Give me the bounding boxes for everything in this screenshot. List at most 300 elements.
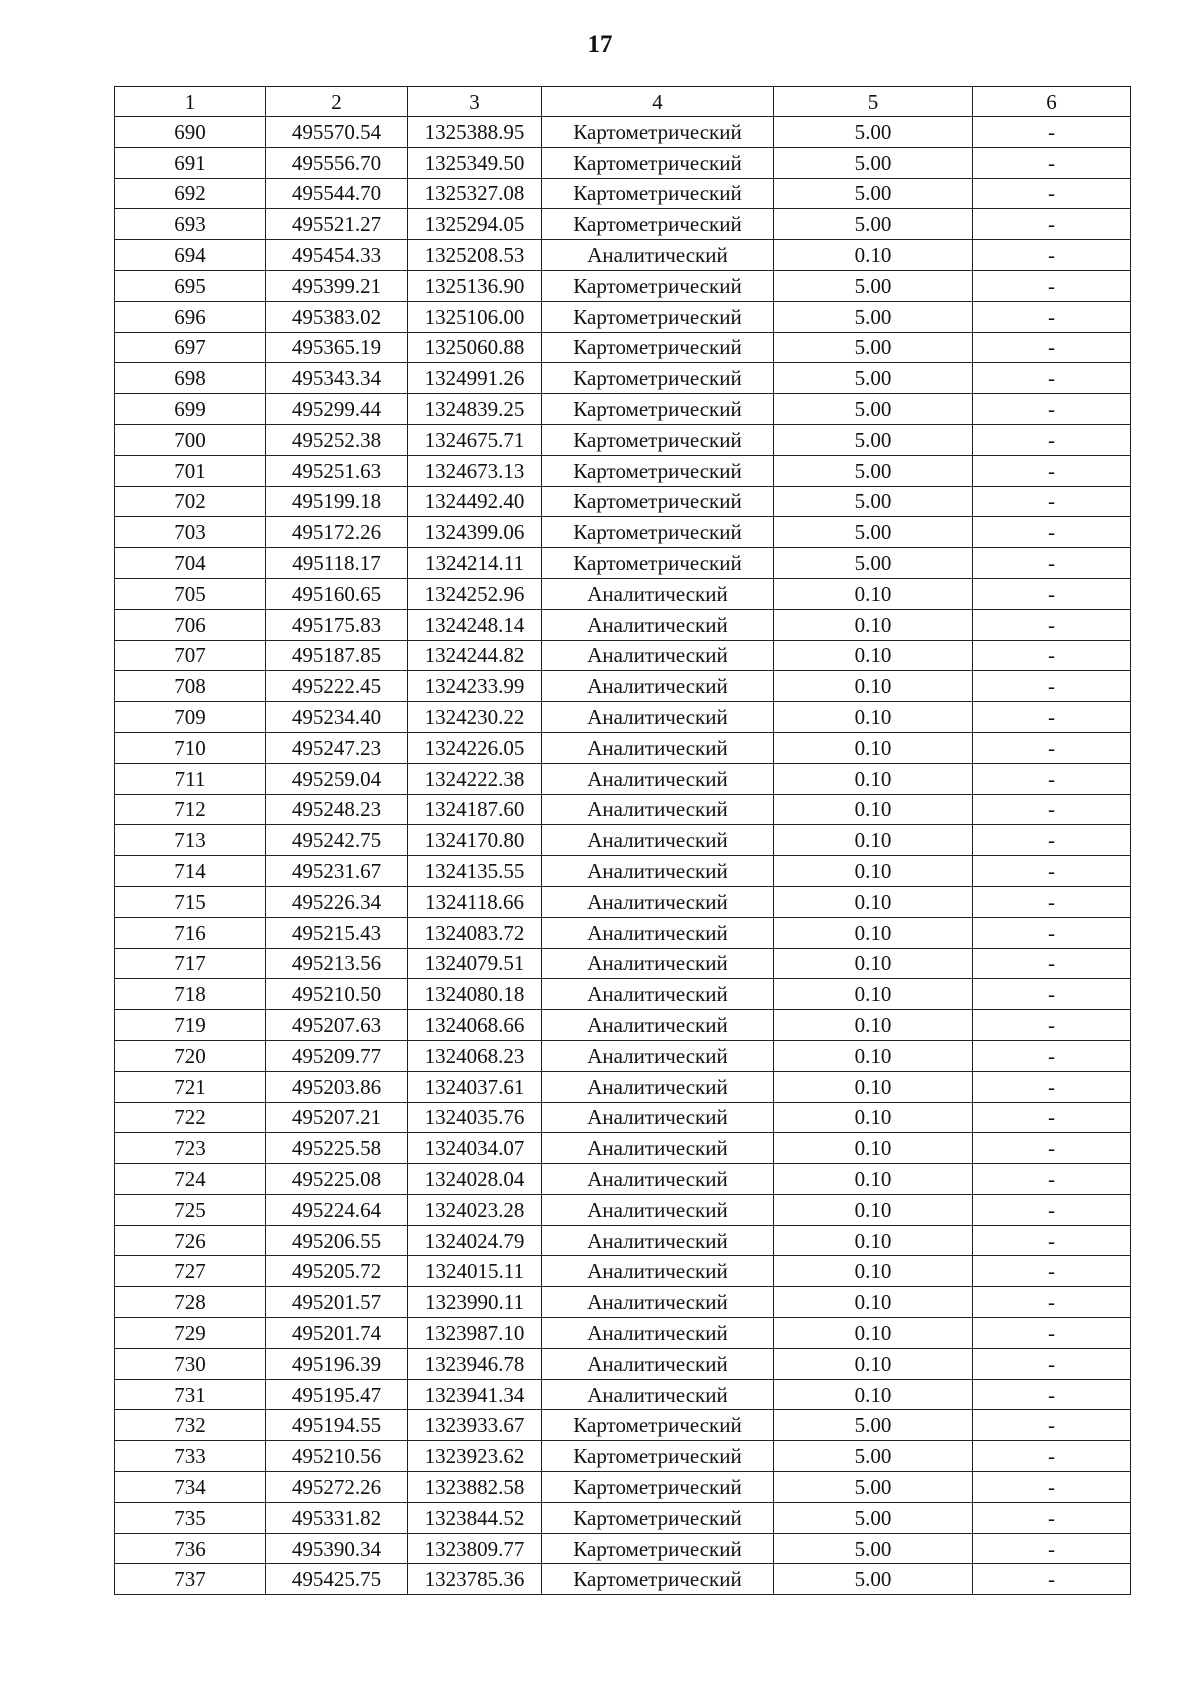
accuracy-cell: 5.00 <box>774 1533 973 1564</box>
point-number-cell: 700 <box>115 424 266 455</box>
table-row <box>115 886 1131 917</box>
method-cell: Аналитический <box>542 1040 774 1071</box>
y-coordinate-cell: 1325136.90 <box>408 270 542 301</box>
note-cell: - <box>973 1164 1131 1195</box>
note-cell: - <box>973 794 1131 825</box>
method-cell: Картометрический <box>542 1410 774 1441</box>
method-cell: Аналитический <box>542 1287 774 1318</box>
y-coordinate-cell: 1324035.76 <box>408 1102 542 1133</box>
y-coordinate-cell: 1323946.78 <box>408 1348 542 1379</box>
accuracy-cell: 5.00 <box>774 301 973 332</box>
point-number-cell: 730 <box>115 1348 266 1379</box>
point-number-cell: 712 <box>115 794 266 825</box>
table-row <box>115 948 1131 979</box>
point-number-cell: 708 <box>115 671 266 702</box>
header-row <box>115 87 1131 117</box>
y-coordinate-cell: 1324023.28 <box>408 1194 542 1225</box>
y-coordinate-cell: 1324214.11 <box>408 548 542 579</box>
note-cell: - <box>973 178 1131 209</box>
note-cell: - <box>973 640 1131 671</box>
note-cell: - <box>973 301 1131 332</box>
note-cell: - <box>973 117 1131 148</box>
note-cell: - <box>973 1040 1131 1071</box>
x-coordinate-cell: 495175.83 <box>266 609 408 640</box>
method-cell: Аналитический <box>542 609 774 640</box>
table-row <box>115 732 1131 763</box>
y-coordinate-cell: 1324118.66 <box>408 886 542 917</box>
table-row <box>115 424 1131 455</box>
y-coordinate-cell: 1323923.62 <box>408 1441 542 1472</box>
y-coordinate-cell: 1325208.53 <box>408 240 542 271</box>
y-coordinate-cell: 1323933.67 <box>408 1410 542 1441</box>
point-number-cell: 731 <box>115 1379 266 1410</box>
method-cell: Аналитический <box>542 578 774 609</box>
x-coordinate-cell: 495207.63 <box>266 1010 408 1041</box>
x-coordinate-cell: 495201.57 <box>266 1287 408 1318</box>
point-number-cell: 718 <box>115 979 266 1010</box>
x-coordinate-cell: 495172.26 <box>266 517 408 548</box>
point-number-cell: 737 <box>115 1564 266 1595</box>
method-cell: Аналитический <box>542 856 774 887</box>
note-cell: - <box>973 609 1131 640</box>
point-number-cell: 710 <box>115 732 266 763</box>
note-cell: - <box>973 147 1131 178</box>
accuracy-cell: 0.10 <box>774 1348 973 1379</box>
accuracy-cell: 0.10 <box>774 917 973 948</box>
accuracy-cell: 0.10 <box>774 1379 973 1410</box>
x-coordinate-cell: 495209.77 <box>266 1040 408 1071</box>
point-number-cell: 728 <box>115 1287 266 1318</box>
table-row <box>115 1379 1131 1410</box>
y-coordinate-cell: 1324068.23 <box>408 1040 542 1071</box>
table-row <box>115 1318 1131 1349</box>
y-coordinate-cell: 1324028.04 <box>408 1164 542 1195</box>
accuracy-cell: 5.00 <box>774 1410 973 1441</box>
method-cell: Картометрический <box>542 517 774 548</box>
x-coordinate-cell: 495521.27 <box>266 209 408 240</box>
method-cell: Аналитический <box>542 240 774 271</box>
x-coordinate-cell: 495399.21 <box>266 270 408 301</box>
note-cell: - <box>973 1348 1131 1379</box>
accuracy-cell: 5.00 <box>774 548 973 579</box>
accuracy-cell: 5.00 <box>774 394 973 425</box>
point-number-cell: 707 <box>115 640 266 671</box>
point-number-cell: 704 <box>115 548 266 579</box>
accuracy-cell: 0.10 <box>774 640 973 671</box>
x-coordinate-cell: 495425.75 <box>266 1564 408 1595</box>
accuracy-cell: 5.00 <box>774 209 973 240</box>
accuracy-cell: 0.10 <box>774 1287 973 1318</box>
point-number-cell: 719 <box>115 1010 266 1041</box>
accuracy-cell: 0.10 <box>774 1010 973 1041</box>
y-coordinate-cell: 1324037.61 <box>408 1071 542 1102</box>
y-coordinate-cell: 1324673.13 <box>408 455 542 486</box>
note-cell: - <box>973 332 1131 363</box>
table-row <box>115 1133 1131 1164</box>
table-row <box>115 1472 1131 1503</box>
point-number-cell: 709 <box>115 702 266 733</box>
accuracy-cell: 0.10 <box>774 609 973 640</box>
y-coordinate-cell: 1324135.55 <box>408 856 542 887</box>
accuracy-cell: 0.10 <box>774 1133 973 1164</box>
method-cell: Аналитический <box>542 948 774 979</box>
y-coordinate-cell: 1324068.66 <box>408 1010 542 1041</box>
point-number-cell: 722 <box>115 1102 266 1133</box>
point-number-cell: 703 <box>115 517 266 548</box>
y-coordinate-cell: 1325106.00 <box>408 301 542 332</box>
y-coordinate-cell: 1324991.26 <box>408 363 542 394</box>
table-row <box>115 1502 1131 1533</box>
header-cell-1: 1 <box>115 87 266 117</box>
table-row <box>115 301 1131 332</box>
accuracy-cell: 5.00 <box>774 455 973 486</box>
accuracy-cell: 5.00 <box>774 178 973 209</box>
table-row <box>115 856 1131 887</box>
y-coordinate-cell: 1323941.34 <box>408 1379 542 1410</box>
method-cell: Аналитический <box>542 1379 774 1410</box>
y-coordinate-cell: 1324399.06 <box>408 517 542 548</box>
point-number-cell: 696 <box>115 301 266 332</box>
point-number-cell: 697 <box>115 332 266 363</box>
point-number-cell: 690 <box>115 117 266 148</box>
y-coordinate-cell: 1323844.52 <box>408 1502 542 1533</box>
point-number-cell: 716 <box>115 917 266 948</box>
table-row <box>115 517 1131 548</box>
x-coordinate-cell: 495242.75 <box>266 825 408 856</box>
table-row <box>115 794 1131 825</box>
accuracy-cell: 0.10 <box>774 1040 973 1071</box>
header-cell-2: 2 <box>266 87 408 117</box>
x-coordinate-cell: 495259.04 <box>266 763 408 794</box>
point-number-cell: 711 <box>115 763 266 794</box>
method-cell: Картометрический <box>542 363 774 394</box>
note-cell: - <box>973 578 1131 609</box>
accuracy-cell: 0.10 <box>774 979 973 1010</box>
method-cell: Аналитический <box>542 1133 774 1164</box>
accuracy-cell: 0.10 <box>774 1225 973 1256</box>
table-row <box>115 702 1131 733</box>
y-coordinate-cell: 1323882.58 <box>408 1472 542 1503</box>
x-coordinate-cell: 495213.56 <box>266 948 408 979</box>
point-number-cell: 706 <box>115 609 266 640</box>
method-cell: Картометрический <box>542 455 774 486</box>
table-row <box>115 917 1131 948</box>
x-coordinate-cell: 495365.19 <box>266 332 408 363</box>
y-coordinate-cell: 1323987.10 <box>408 1318 542 1349</box>
x-coordinate-cell: 495251.63 <box>266 455 408 486</box>
method-cell: Аналитический <box>542 979 774 1010</box>
y-coordinate-cell: 1324492.40 <box>408 486 542 517</box>
y-coordinate-cell: 1324244.82 <box>408 640 542 671</box>
table-row <box>115 455 1131 486</box>
y-coordinate-cell: 1325060.88 <box>408 332 542 363</box>
note-cell: - <box>973 1502 1131 1533</box>
y-coordinate-cell: 1323990.11 <box>408 1287 542 1318</box>
method-cell: Аналитический <box>542 1348 774 1379</box>
table-row <box>115 640 1131 671</box>
point-number-cell: 734 <box>115 1472 266 1503</box>
point-number-cell: 692 <box>115 178 266 209</box>
table-row <box>115 1071 1131 1102</box>
x-coordinate-cell: 495210.50 <box>266 979 408 1010</box>
point-number-cell: 733 <box>115 1441 266 1472</box>
table-body <box>115 117 1131 1595</box>
y-coordinate-cell: 1324248.14 <box>408 609 542 640</box>
y-coordinate-cell: 1324187.60 <box>408 794 542 825</box>
x-coordinate-cell: 495331.82 <box>266 1502 408 1533</box>
method-cell: Аналитический <box>542 1318 774 1349</box>
point-number-cell: 725 <box>115 1194 266 1225</box>
y-coordinate-cell: 1324015.11 <box>408 1256 542 1287</box>
point-number-cell: 732 <box>115 1410 266 1441</box>
method-cell: Картометрический <box>542 424 774 455</box>
table-row <box>115 763 1131 794</box>
x-coordinate-cell: 495454.33 <box>266 240 408 271</box>
method-cell: Аналитический <box>542 763 774 794</box>
note-cell: - <box>973 1379 1131 1410</box>
point-number-cell: 698 <box>115 363 266 394</box>
table-row <box>115 825 1131 856</box>
note-cell: - <box>973 1133 1131 1164</box>
method-cell: Картометрический <box>542 178 774 209</box>
point-number-cell: 727 <box>115 1256 266 1287</box>
x-coordinate-cell: 495195.47 <box>266 1379 408 1410</box>
note-cell: - <box>973 1318 1131 1349</box>
table-row <box>115 1410 1131 1441</box>
method-cell: Аналитический <box>542 1256 774 1287</box>
y-coordinate-cell: 1324675.71 <box>408 424 542 455</box>
method-cell: Аналитический <box>542 640 774 671</box>
method-cell: Картометрический <box>542 394 774 425</box>
accuracy-cell: 0.10 <box>774 948 973 979</box>
table-row <box>115 147 1131 178</box>
x-coordinate-cell: 495252.38 <box>266 424 408 455</box>
point-number-cell: 721 <box>115 1071 266 1102</box>
header-cell-6: 6 <box>973 87 1131 117</box>
point-number-cell: 714 <box>115 856 266 887</box>
table-row <box>115 332 1131 363</box>
x-coordinate-cell: 495225.58 <box>266 1133 408 1164</box>
table-row <box>115 178 1131 209</box>
method-cell: Аналитический <box>542 1194 774 1225</box>
y-coordinate-cell: 1324170.80 <box>408 825 542 856</box>
point-number-cell: 729 <box>115 1318 266 1349</box>
y-coordinate-cell: 1324083.72 <box>408 917 542 948</box>
note-cell: - <box>973 671 1131 702</box>
table-row <box>115 117 1131 148</box>
method-cell: Аналитический <box>542 794 774 825</box>
x-coordinate-cell: 495224.64 <box>266 1194 408 1225</box>
point-number-cell: 717 <box>115 948 266 979</box>
x-coordinate-cell: 495222.45 <box>266 671 408 702</box>
table-row <box>115 209 1131 240</box>
note-cell: - <box>973 1256 1131 1287</box>
y-coordinate-cell: 1325388.95 <box>408 117 542 148</box>
x-coordinate-cell: 495299.44 <box>266 394 408 425</box>
point-number-cell: 701 <box>115 455 266 486</box>
point-number-cell: 695 <box>115 270 266 301</box>
accuracy-cell: 0.10 <box>774 240 973 271</box>
x-coordinate-cell: 495201.74 <box>266 1318 408 1349</box>
point-number-cell: 715 <box>115 886 266 917</box>
x-coordinate-cell: 495196.39 <box>266 1348 408 1379</box>
note-cell: - <box>973 486 1131 517</box>
y-coordinate-cell: 1324233.99 <box>408 671 542 702</box>
y-coordinate-cell: 1324034.07 <box>408 1133 542 1164</box>
method-cell: Картометрический <box>542 270 774 301</box>
x-coordinate-cell: 495231.67 <box>266 856 408 887</box>
note-cell: - <box>973 1071 1131 1102</box>
method-cell: Картометрический <box>542 1564 774 1595</box>
note-cell: - <box>973 702 1131 733</box>
table-row <box>115 1287 1131 1318</box>
y-coordinate-cell: 1324226.05 <box>408 732 542 763</box>
table-row <box>115 1348 1131 1379</box>
header-cell-4: 4 <box>542 87 774 117</box>
method-cell: Аналитический <box>542 917 774 948</box>
method-cell: Картометрический <box>542 332 774 363</box>
accuracy-cell: 5.00 <box>774 424 973 455</box>
method-cell: Картометрический <box>542 1502 774 1533</box>
x-coordinate-cell: 495206.55 <box>266 1225 408 1256</box>
method-cell: Аналитический <box>542 1164 774 1195</box>
note-cell: - <box>973 240 1131 271</box>
accuracy-cell: 5.00 <box>774 1502 973 1533</box>
accuracy-cell: 0.10 <box>774 763 973 794</box>
note-cell: - <box>973 1225 1131 1256</box>
note-cell: - <box>973 363 1131 394</box>
accuracy-cell: 0.10 <box>774 1164 973 1195</box>
accuracy-cell: 5.00 <box>774 1472 973 1503</box>
x-coordinate-cell: 495383.02 <box>266 301 408 332</box>
note-cell: - <box>973 270 1131 301</box>
y-coordinate-cell: 1324252.96 <box>408 578 542 609</box>
accuracy-cell: 0.10 <box>774 702 973 733</box>
note-cell: - <box>973 1410 1131 1441</box>
table-row <box>115 486 1131 517</box>
y-coordinate-cell: 1324080.18 <box>408 979 542 1010</box>
accuracy-cell: 0.10 <box>774 1102 973 1133</box>
y-coordinate-cell: 1325294.05 <box>408 209 542 240</box>
note-cell: - <box>973 1564 1131 1595</box>
method-cell: Аналитический <box>542 702 774 733</box>
method-cell: Картометрический <box>542 1441 774 1472</box>
note-cell: - <box>973 886 1131 917</box>
table-row <box>115 671 1131 702</box>
x-coordinate-cell: 495207.21 <box>266 1102 408 1133</box>
point-number-cell: 713 <box>115 825 266 856</box>
table-row <box>115 979 1131 1010</box>
x-coordinate-cell: 495247.23 <box>266 732 408 763</box>
y-coordinate-cell: 1324230.22 <box>408 702 542 733</box>
table-row <box>115 394 1131 425</box>
table-row <box>115 1164 1131 1195</box>
point-number-cell: 691 <box>115 147 266 178</box>
accuracy-cell: 5.00 <box>774 147 973 178</box>
table-row <box>115 270 1131 301</box>
point-number-cell: 705 <box>115 578 266 609</box>
x-coordinate-cell: 495248.23 <box>266 794 408 825</box>
point-number-cell: 726 <box>115 1225 266 1256</box>
method-cell: Картометрический <box>542 147 774 178</box>
point-number-cell: 694 <box>115 240 266 271</box>
point-number-cell: 702 <box>115 486 266 517</box>
note-cell: - <box>973 1287 1131 1318</box>
page-number: 17 <box>587 31 613 58</box>
point-number-cell: 699 <box>115 394 266 425</box>
table-row <box>115 1102 1131 1133</box>
y-coordinate-cell: 1323809.77 <box>408 1533 542 1564</box>
x-coordinate-cell: 495160.65 <box>266 578 408 609</box>
x-coordinate-cell: 495390.34 <box>266 1533 408 1564</box>
method-cell: Аналитический <box>542 1225 774 1256</box>
note-cell: - <box>973 1194 1131 1225</box>
table-row <box>115 1010 1131 1041</box>
note-cell: - <box>973 917 1131 948</box>
table-row <box>115 1533 1131 1564</box>
x-coordinate-cell: 495205.72 <box>266 1256 408 1287</box>
x-coordinate-cell: 495225.08 <box>266 1164 408 1195</box>
y-coordinate-cell: 1324222.38 <box>408 763 542 794</box>
table-row <box>115 1194 1131 1225</box>
point-number-cell: 724 <box>115 1164 266 1195</box>
table-row <box>115 1225 1131 1256</box>
y-coordinate-cell: 1324839.25 <box>408 394 542 425</box>
accuracy-cell: 0.10 <box>774 578 973 609</box>
note-cell: - <box>973 763 1131 794</box>
x-coordinate-cell: 495234.40 <box>266 702 408 733</box>
point-number-cell: 736 <box>115 1533 266 1564</box>
note-cell: - <box>973 455 1131 486</box>
note-cell: - <box>973 856 1131 887</box>
note-cell: - <box>973 394 1131 425</box>
header-cell-3: 3 <box>408 87 542 117</box>
method-cell: Аналитический <box>542 732 774 763</box>
method-cell: Аналитический <box>542 1071 774 1102</box>
x-coordinate-cell: 495544.70 <box>266 178 408 209</box>
method-cell: Картометрический <box>542 1472 774 1503</box>
accuracy-cell: 0.10 <box>774 794 973 825</box>
note-cell: - <box>973 1010 1131 1041</box>
accuracy-cell: 5.00 <box>774 332 973 363</box>
x-coordinate-cell: 495199.18 <box>266 486 408 517</box>
accuracy-cell: 5.00 <box>774 486 973 517</box>
accuracy-cell: 5.00 <box>774 117 973 148</box>
table-row <box>115 1441 1131 1472</box>
method-cell: Аналитический <box>542 1010 774 1041</box>
point-number-cell: 720 <box>115 1040 266 1071</box>
table-row <box>115 548 1131 579</box>
accuracy-cell: 0.10 <box>774 671 973 702</box>
y-coordinate-cell: 1325349.50 <box>408 147 542 178</box>
note-cell: - <box>973 732 1131 763</box>
x-coordinate-cell: 495118.17 <box>266 548 408 579</box>
y-coordinate-cell: 1324024.79 <box>408 1225 542 1256</box>
table-row <box>115 609 1131 640</box>
accuracy-cell: 0.10 <box>774 1256 973 1287</box>
method-cell: Картометрический <box>542 548 774 579</box>
point-number-cell: 693 <box>115 209 266 240</box>
accuracy-cell: 5.00 <box>774 1441 973 1472</box>
table-row <box>115 240 1131 271</box>
note-cell: - <box>973 1441 1131 1472</box>
note-cell: - <box>973 1102 1131 1133</box>
table-row <box>115 1564 1131 1595</box>
method-cell: Картометрический <box>542 1533 774 1564</box>
coordinates-table <box>114 86 1131 1595</box>
method-cell: Аналитический <box>542 886 774 917</box>
note-cell: - <box>973 1472 1131 1503</box>
